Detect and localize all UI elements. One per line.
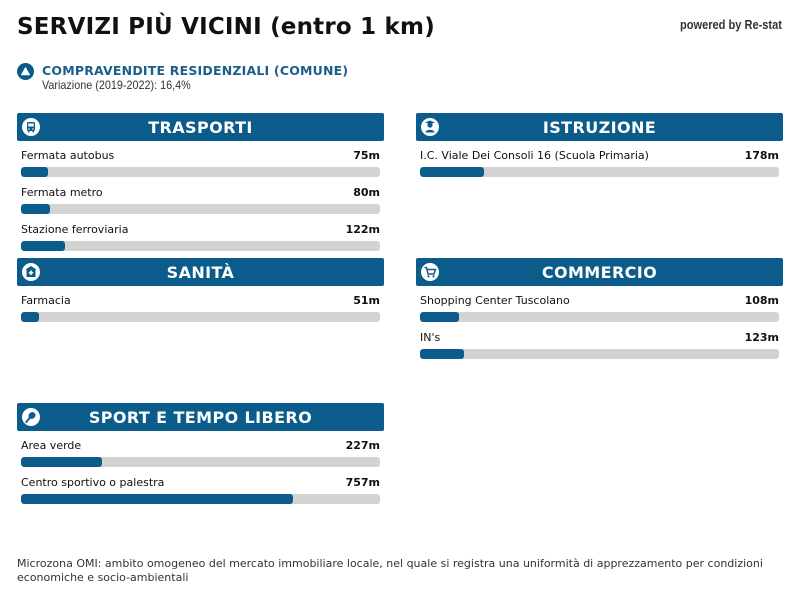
tennis-icon	[22, 408, 40, 426]
section-header	[17, 403, 384, 431]
trend-title: COMPRAVENDITE RESIDENZIALI (COMUNE)	[42, 63, 349, 78]
cart-icon	[421, 263, 439, 281]
list-item	[21, 149, 380, 178]
distance-bar-fill	[21, 494, 293, 504]
distance-bar-fill	[420, 167, 484, 177]
bus-icon	[22, 118, 40, 136]
list-item	[420, 149, 779, 178]
section-title: COMMERCIO	[541, 262, 658, 282]
item-label: Stazione ferroviaria	[21, 223, 129, 236]
list-item	[21, 186, 380, 215]
section-sport	[17, 403, 384, 505]
distance-bar	[21, 204, 380, 214]
item-label: Farmacia	[21, 294, 71, 307]
list-item	[420, 331, 779, 360]
section-header	[416, 113, 783, 141]
item-distance: 757m	[345, 476, 380, 489]
trend-subtitle: Variazione (2019-2022): 16,4%	[42, 78, 191, 92]
section-istruzione	[416, 113, 783, 178]
list-item	[21, 223, 380, 252]
distance-bar	[420, 312, 779, 322]
section-title: TRASPORTI	[148, 117, 253, 137]
item-label: Centro sportivo o palestra	[21, 476, 165, 489]
item-label: I.C. Viale Dei Consoli 16 (Scuola Primaria)	[420, 149, 649, 162]
item-label: Area verde	[21, 439, 82, 452]
distance-bar	[420, 349, 779, 359]
distance-bar	[21, 494, 380, 504]
section-title: ISTRUZIONE	[542, 117, 657, 137]
hospital-icon	[22, 263, 40, 281]
item-distance: 123m	[744, 331, 779, 344]
item-distance: 80m	[353, 186, 380, 199]
footer-note: Microzona OMI: ambito omogeneo del mercato immobiliare locale, nel quale si registra una uniformità di apprezzamento per condizioni economiche e socio-ambientali	[17, 557, 763, 584]
item-distance: 227m	[345, 439, 380, 452]
list-item	[21, 294, 380, 323]
section-title: SPORT E TEMPO LIBERO	[88, 407, 313, 427]
distance-bar	[21, 312, 380, 322]
item-label: Shopping Center Tuscolano	[420, 294, 570, 307]
section-header	[17, 113, 384, 141]
list-item	[21, 439, 380, 468]
distance-bar	[21, 457, 380, 467]
distance-bar	[420, 167, 779, 177]
list-item	[21, 476, 380, 505]
distance-bar-fill	[420, 312, 459, 322]
item-distance: 108m	[744, 294, 779, 307]
section-sanita	[17, 258, 384, 323]
page-title: SERVIZI PIÙ VICINI (entro 1 km)	[17, 14, 435, 40]
triangle-up-icon	[17, 63, 34, 80]
distance-bar	[21, 167, 380, 177]
item-label: Fermata metro	[21, 186, 103, 199]
section-commercio	[416, 258, 783, 360]
distance-bar-fill	[21, 457, 102, 467]
section-header	[416, 258, 783, 286]
student-icon	[421, 118, 439, 136]
distance-bar-fill	[420, 349, 464, 359]
distance-bar	[21, 241, 380, 251]
section-header	[17, 258, 384, 286]
item-label: IN's	[420, 331, 441, 344]
distance-bar-fill	[21, 241, 65, 251]
item-distance: 178m	[744, 149, 779, 162]
distance-bar-fill	[21, 312, 39, 322]
item-distance: 122m	[345, 223, 380, 236]
item-distance: 75m	[353, 149, 380, 162]
distance-bar-fill	[21, 204, 50, 214]
distance-bar-fill	[21, 167, 48, 177]
list-item	[420, 294, 779, 323]
item-distance: 51m	[353, 294, 380, 307]
powered-by-logo: powered by Re-stat	[680, 17, 782, 32]
section-title: SANITÀ	[166, 262, 235, 282]
item-label: Fermata autobus	[21, 149, 115, 162]
section-trasporti	[17, 113, 384, 252]
